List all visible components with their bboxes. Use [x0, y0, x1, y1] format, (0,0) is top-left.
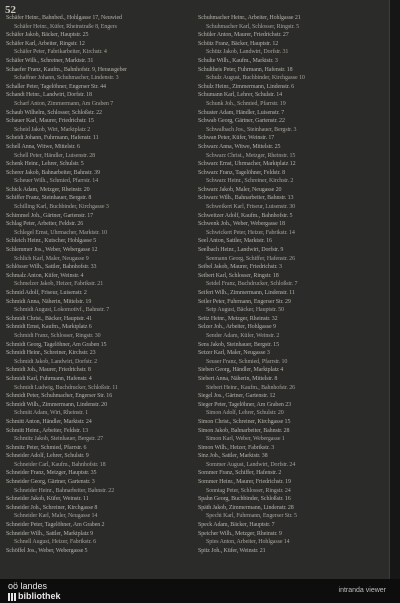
- directory-line: Schmid Adolf, Friseur, Luisenstr. 2: [6, 290, 87, 296]
- directory-line: Seifert Wilh., Zimmermann, Lindenstr. 11: [198, 290, 295, 296]
- library-logo[interactable]: [8, 582, 61, 601]
- directory-line: Seitz Heinr., Metzger, Rheinstr. 32: [198, 315, 278, 322]
- directory-line: Schultheis Peter, Fuhrmann, Hafenstr. 18: [198, 66, 293, 73]
- directory-line: Schlemmer Jos., Weber, Webergasse 12: [6, 247, 98, 254]
- directory-line: Sinz Joh., Sattler, Marktstr. 38: [198, 453, 268, 460]
- directory-line: Sommer August, Landwirt, Dorfstr. 24: [206, 461, 296, 468]
- directory-line: Selzer Joh., Arbeiter, Hohlgasse 9: [198, 324, 276, 331]
- directory-line: Sommer Franz, Schiffer, Hafenstr. 2: [198, 470, 282, 477]
- directory-line: Schuhmacher Karl, Schlosser, Ringstr. 5: [206, 23, 300, 30]
- directory-line: Schuhmacher Heinr., Arbeiter, Hohlgasse 21: [198, 15, 301, 21]
- directory-line: Schwalbach Jos., Steinhauer, Bergstr. 3: [206, 126, 297, 133]
- directory-line: Schwenk Joh., Weber, Webergasse 18: [198, 221, 285, 228]
- directory-line: Seuser Franz, Schmied, Pfarrstr. 10: [206, 358, 288, 365]
- viewer-label[interactable]: intranda viewer: [338, 587, 386, 594]
- directory-line: Schäfer Wilh., Schreiner, Marktstr. 31: [6, 57, 94, 64]
- directory-line: Schäfer Karl, Arbeiter, Ringstr. 12: [6, 40, 85, 47]
- directory-line: Schenk Heinr., Lehrer, Schulstr. 5: [6, 161, 84, 168]
- directory-line: Schauer Karl, Maurer, Friedrichstr. 15: [6, 118, 94, 125]
- directory-line: Schneider Carl, Kaufm., Bahnhofstr. 18: [14, 461, 106, 468]
- directory-line: Schneider Franz, Metzger, Hauptstr. 35: [6, 470, 97, 477]
- directory-line: Schweitzer Adolf, Kaufm., Bahnhofstr. 5: [198, 212, 293, 219]
- directory-line: Späth Jakob, Zimmermann, Lindenstr. 28: [198, 504, 294, 511]
- directory-line: Schlich Karl, Maler, Neugasse 9: [14, 255, 89, 262]
- directory-line: Schmidt Jakob, Landwirt, Dorfstr. 2: [14, 358, 97, 365]
- viewer-footer: [0, 579, 400, 603]
- directory-line: Schneider Jakob, Küfer, Weinstr. 11: [6, 496, 89, 503]
- directory-line: Schick Adam, Metzger, Rheinstr. 20: [6, 186, 90, 193]
- directory-line: Schmitz Jakob, Steinhauer, Bergstr. 27: [14, 436, 104, 443]
- directory-line: Simon Karl, Weber, Webergasse 1: [206, 436, 285, 443]
- directory-line: Schmidt Joh., Maurer, Friedrichstr. 8: [6, 367, 91, 374]
- page-number: 52: [5, 4, 16, 16]
- directory-line: Schwarz Wilh., Bahnarbeiter, Bahnstr. 13: [198, 195, 294, 202]
- directory-line: Simon Wilh., Heizer, Fabrikstr. 3: [198, 444, 275, 451]
- directory-line: Schell Anna, Witwe, Mittelstr. 6: [6, 143, 80, 150]
- directory-line: Setzer Karl, Maler, Neugasse 3: [198, 350, 270, 357]
- directory-line: Speicher Wilh., Metzger, Rheinstr. 9: [198, 530, 282, 537]
- directory-line: Siebert Heinr., Kaufm., Bahnhofstr. 26: [206, 384, 296, 391]
- directory-line: Schmidt Anna, Näherin, Mittelstr. 19: [6, 298, 92, 305]
- directory-line: Schütz Franz, Bäcker, Hauptstr. 12: [198, 40, 279, 47]
- directory-line: Schuster Adam, Händler, Luisenstr. 7: [198, 109, 284, 116]
- directory-line: Seibel Jakob, Maurer, Friedrichstr. 3: [198, 264, 282, 271]
- directory-line: Schneider Georg, Gärtner, Gartenstr. 3: [6, 479, 95, 486]
- directory-line: Schaefer Franz, Kaufm., Bahnhofstr. 9, Herausgeber: [6, 66, 127, 73]
- directory-line: Schneider Peter, Tagelöhner, Am Graben 2: [6, 522, 105, 529]
- directory-line: Schneider Karl, Maler, Neugasse 14: [14, 513, 98, 520]
- directory-line: Schulte Wilh., Kaufm., Marktstr. 3: [198, 57, 278, 64]
- directory-line: Seemann Georg, Schiffer, Hafenstr. 26: [206, 255, 295, 262]
- directory-line: Sieben Georg, Händler, Marktplatz 4: [198, 367, 284, 374]
- directory-line: Schwarz Jakob, Maler, Neugasse 20: [198, 186, 282, 193]
- directory-line: Scheuer Wilh., Schmied, Pfarrstr. 14: [14, 178, 99, 185]
- directory-line: Sens Jakob, Steinhauer, Bergstr. 15: [198, 341, 279, 348]
- directory-line: Schmitz Peter, Schmied, Pfarrstr. 6: [6, 444, 87, 451]
- directory-line: Schulz Heinr., Zimmermann, Lindenstr. 6: [198, 83, 295, 90]
- directory-line: Spies Anton, Arbeiter, Hohlgasse 14: [206, 539, 290, 546]
- directory-line: Seiler Peter, Fuhrmann, Engerser Str. 29: [198, 298, 291, 305]
- directory-line: Schmidt Christ., Bäcker, Hauptstr. 41: [6, 315, 93, 322]
- directory-line: Schmidt August, Lokomotivf., Bahnstr. 7: [14, 307, 110, 314]
- directory-line: Sender Adam, Küfer, Weinstr. 2: [206, 332, 280, 339]
- directory-line: Schulz August, Buchbinder, Kirchgasse 10: [206, 75, 305, 82]
- directory-line: Schleich Heinr., Kutscher, Hohlgasse 5: [6, 238, 97, 245]
- logo-line-2-text: bibliothek: [18, 591, 61, 601]
- directory-line: Schmidt Wilh., Zimmermann, Lindenstr. 20: [6, 401, 107, 408]
- directory-line: Schüler Anton, Maurer, Friedrichstr. 27: [198, 32, 289, 39]
- directory-line: Schütz Jakob, Landwirt, Dorfstr. 31: [206, 49, 289, 56]
- directory-line: Schlegel Ernst, Uhrmacher, Marktstr. 10: [14, 229, 108, 236]
- directory-line: Seip August, Bäcker, Hauptstr. 50: [206, 307, 284, 314]
- directory-line: Siegel Jos., Gärtner, Gartenstr. 12: [198, 393, 276, 400]
- directory-line: Schmidt Karl, Fuhrmann, Hafenstr. 4: [6, 375, 92, 382]
- directory-line: Siebert Anna, Näherin, Mittelstr. 8: [198, 375, 278, 382]
- directory-line: Schäfer Peter, Fabrikarbeiter, Kirchstr. 4: [14, 49, 107, 56]
- directory-line: Schmidt Georg, Tagelöhner, Am Graben 15: [6, 341, 107, 348]
- directory-line: Schaub Wilhelm, Schlosser, Schloßstr. 22: [6, 109, 102, 116]
- right-column: [198, 14, 388, 574]
- directory-line: Specht Karl, Fuhrmann, Engerser Str. 5: [206, 513, 297, 520]
- directory-line: Scherer Jakob, Bahnarbeiter, Bahnstr. 39: [6, 169, 100, 176]
- directory-line: Schwarz Anna, Witwe, Mittelstr. 25: [198, 143, 281, 150]
- directory-line: Schmitt Adam, Wirt, Rheinstr. 1: [14, 410, 89, 417]
- directory-line: Schneider Joh., Schreiner, Kirchgasse 8: [6, 504, 98, 511]
- directory-line: Schaffner Johann, Schuhmacher, Lindenstr. 3: [14, 75, 119, 82]
- left-column: [6, 14, 194, 574]
- directory-line: Schwarz Christ., Metzger, Rheinstr. 15: [206, 152, 296, 159]
- directory-line: Seel Anton, Sattler, Marktstr. 16: [198, 238, 272, 245]
- directory-line: Sieger Peter, Tagelöhner, Am Graben 23: [198, 401, 291, 408]
- directory-line: Scheid Jakob, Wirt, Marktplatz 2: [14, 126, 91, 133]
- directory-line: Spitz Joh., Küfer, Weinstr. 21: [198, 547, 266, 554]
- directory-line: Schimmel Joh., Gärtner, Gartenstr. 17: [6, 212, 94, 219]
- directory-line: Schwab Georg, Gärtner, Gartenstr. 22: [198, 118, 285, 125]
- directory-line: Schunk Joh., Schmied, Pfarrstr. 19: [206, 100, 286, 107]
- logo-bars-icon: [8, 593, 16, 601]
- directory-line: Simon Adolf, Lehrer, Schulstr. 20: [206, 410, 284, 417]
- directory-line: Schwan Peter, Küfer, Weinstr. 17: [198, 135, 275, 142]
- logo-line-2: [8, 592, 61, 601]
- directory-line: Schäfer Jakob, Bäcker, Hauptstr. 25: [6, 32, 89, 39]
- directory-line: Schwarz Ernst, Uhrmacher, Marktplatz 12: [198, 161, 296, 168]
- logo-line-1: oö landes: [8, 581, 48, 591]
- directory-line: Schmidt Ludwig, Buchdrucker, Schloßstr. 11: [14, 384, 118, 391]
- directory-line: Schmalz Anton, Küfer, Weinstr. 4: [6, 272, 84, 279]
- directory-line: Schmidt Ernst, Kaufm., Marktplatz 6: [6, 324, 92, 331]
- directory-line: Schnell August, Heizer, Fabrikstr. 6: [14, 539, 96, 546]
- directory-line: Schwarz Franz, Tagelöhner, Feldstr. 8: [198, 169, 286, 176]
- directory-line: Schilling Karl, Buchbinder, Kirchgasse 3: [14, 204, 109, 211]
- directory-line: Schmelzer Jakob, Heizer, Fabrikstr. 21: [14, 281, 104, 288]
- directory-line: Spahn Georg, Buchbinder, Schloßstr. 16: [198, 496, 291, 503]
- directory-line: Schandt Heinr., Landwirt, Dorfstr. 18: [6, 92, 92, 99]
- directory-line: Schäfer Heinr., Küfer, Rheinstraße 8, Engers: [14, 23, 117, 30]
- directory-line: Schneider Adolf, Lehrer, Schulstr. 9: [6, 453, 89, 460]
- directory-line: Scharf Anton, Zimmermann, Am Graben 7: [14, 100, 114, 107]
- page-spine: [389, 0, 400, 579]
- directory-line: Schneider Wilh., Sattler, Marktplatz 9: [6, 530, 94, 537]
- directory-line: Schlag Peter, Arbeiter, Feldstr. 26: [6, 221, 84, 228]
- directory-line: Schmitt Heinr., Arbeiter, Feldstr. 13: [6, 427, 89, 434]
- directory-line: Seelbach Heinr., Landwirt, Dorfstr. 9: [198, 247, 284, 254]
- directory-line: Sommer Heinr., Maurer, Friedrichstr. 19: [198, 479, 291, 486]
- directory-line: Schumann Karl, Lehrer, Schulstr. 14: [198, 92, 283, 99]
- directory-line: Seidel Franz, Buchdrucker, Schloßstr. 7: [206, 281, 298, 288]
- directory-line: Sonntag Peter, Schlosser, Ringstr. 24: [206, 487, 291, 494]
- directory-line: Simon Christ., Schreiner, Kirchgasse 15: [198, 418, 291, 425]
- directory-line: Schwarz Heinr., Schreiner, Kirchstr. 2: [206, 178, 294, 185]
- directory-line: Schell Peter, Händler, Luisenstr. 28: [14, 152, 96, 159]
- directory-line: Schweikert Karl, Friseur, Luisenstr. 30: [206, 204, 296, 211]
- directory-line: Schiffer Franz, Steinhauer, Bergstr. 8: [6, 195, 92, 202]
- directory-line: Schwickert Peter, Heizer, Fabrikstr. 14: [206, 229, 295, 236]
- directory-line: Seibert Karl, Schlosser, Ringstr. 18: [198, 272, 279, 279]
- directory-line: Schäfer Heinr., Bahnbed., Hohlgasse 17, Neuwied: [6, 15, 122, 21]
- directory-line: Simon Jakob, Bahnarbeiter, Bahnstr. 28: [198, 427, 290, 434]
- directory-line: Schöffel Jos., Weber, Webergasse 5: [6, 547, 88, 554]
- directory-line: Speck Adam, Bäcker, Hauptstr. 7: [198, 522, 275, 529]
- directory-line: Schmidt Franz, Schlosser, Ringstr. 30: [14, 332, 101, 339]
- directory-line: Schlösser Wilh., Sattler, Bahnhofstr. 33: [6, 264, 97, 271]
- directory-line: Schmitt Anton, Händler, Marktstr. 24: [6, 418, 92, 425]
- directory-line: Scheidt Johann, Fuhrmann, Hafenstr. 11: [6, 135, 99, 142]
- directory-line: Schaller Peter, Tagelöhner, Engerser Str. 44: [6, 83, 106, 90]
- directory-line: Schneider Heinr., Bahnarbeiter, Bahnstr. 22: [14, 487, 115, 494]
- directory-line: Schmidt Peter, Schuhmacher, Engerser Str. 16: [6, 393, 113, 400]
- directory-line: Schmidt Heinr., Schreiner, Kirchstr. 23: [6, 350, 96, 357]
